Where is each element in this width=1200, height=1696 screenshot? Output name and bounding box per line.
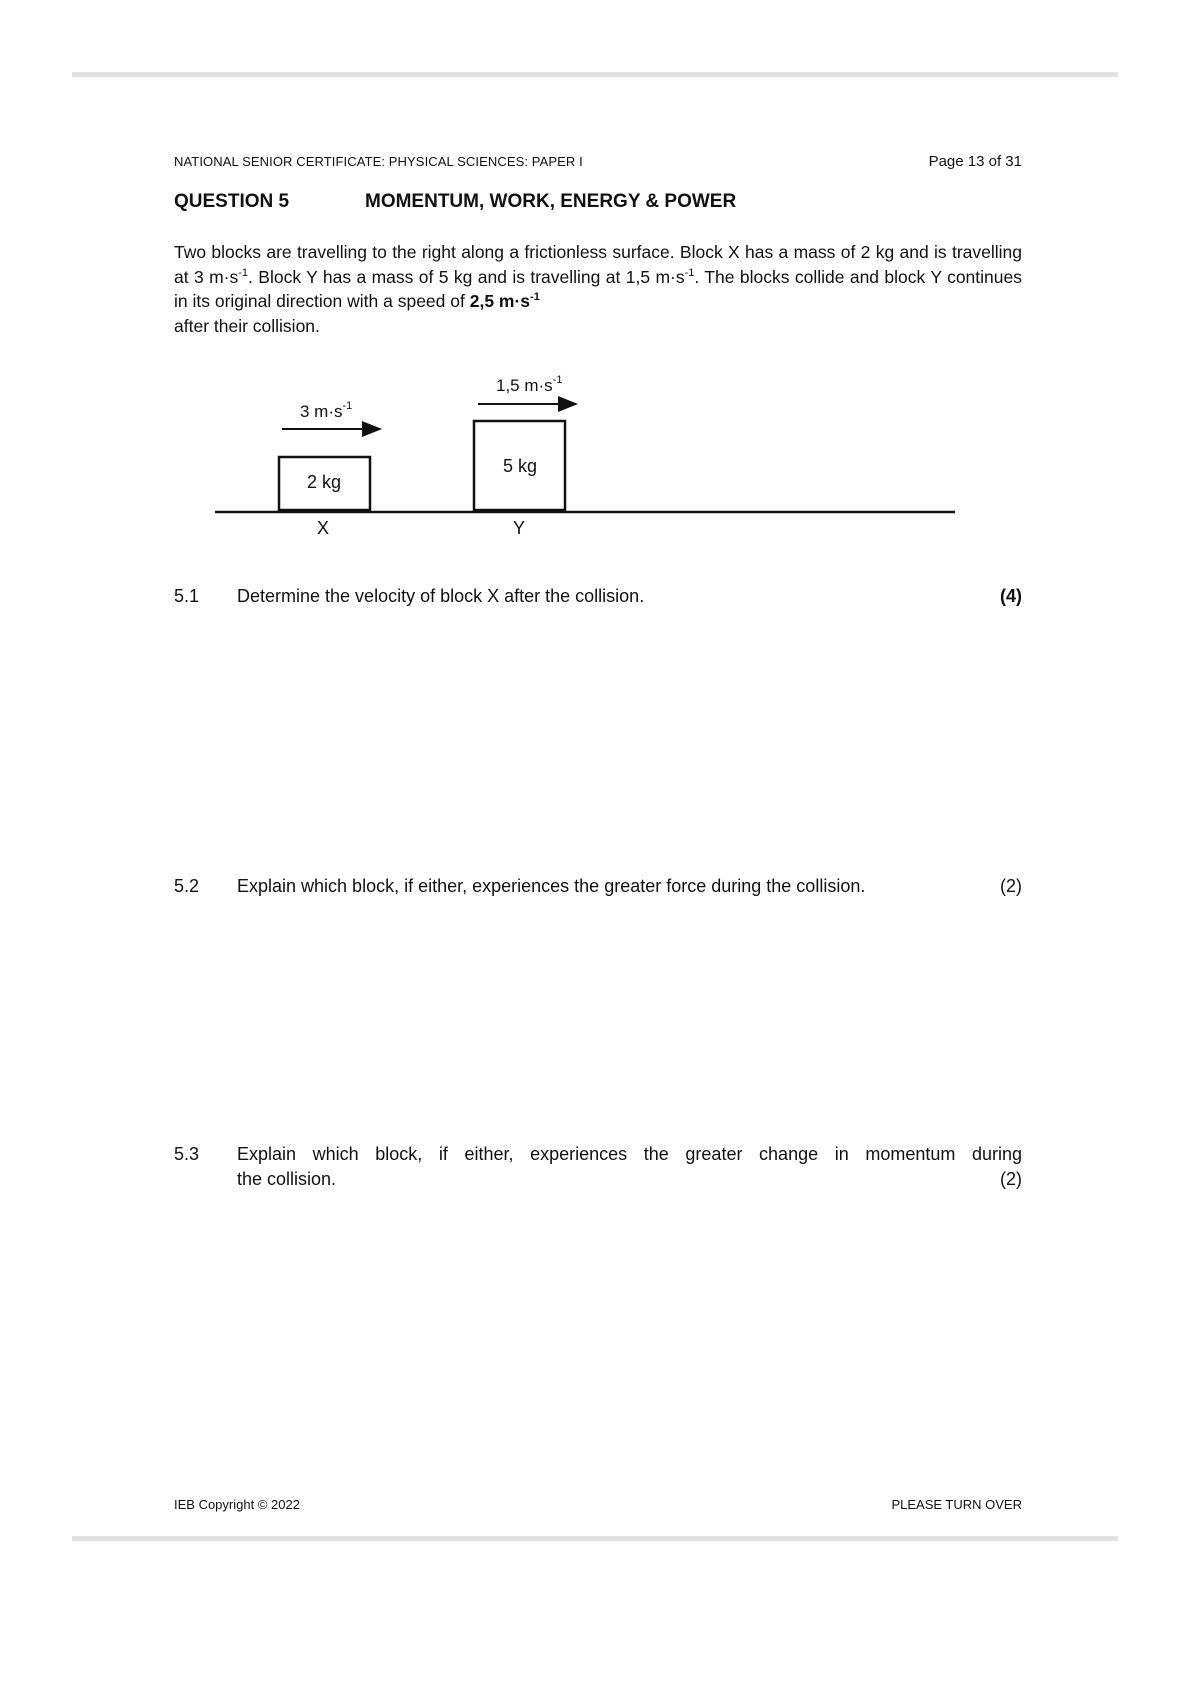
question-5-2-number: 5.2 <box>174 876 200 896</box>
turn-over-notice: PLEASE TURN OVER <box>891 1497 1022 1512</box>
page-bottom-divider <box>72 1536 1118 1541</box>
question-5-1-text: Determine the velocity of block X after the collision. <box>237 586 645 606</box>
question-5-1-number: 5.1 <box>174 586 200 606</box>
question-5-2 <box>174 874 1022 904</box>
exam-title: NATIONAL SENIOR CERTIFICATE: PHYSICAL SCIENCES: PAPER I <box>174 154 583 169</box>
question-5-2-marks: (2) <box>1000 876 1022 896</box>
intro-text-3: . The blocks collide and block Y continues in its original direction with a speed of <box>174 266 1022 311</box>
block-y-velocity-label: 1,5 $m\cdot s^{-1}$ <box>496 374 563 395</box>
question-5-1 <box>174 584 1022 614</box>
collision-diagram <box>0 0 1200 560</box>
question-5-3 <box>174 1142 1022 1202</box>
question-5-3-number: 5.3 <box>174 1144 200 1164</box>
block-y-label: Y <box>512 518 526 538</box>
intro-sup-1: -1 <box>238 266 249 279</box>
question-5-2-text: Explain which block, if either, experiences the greater force during the collision. <box>237 876 866 896</box>
question-number: QUESTION 5 <box>174 191 290 212</box>
intro-text-4: after their collision. <box>174 315 320 336</box>
block-x-label: X <box>316 518 330 538</box>
question-5-3-text-line2: the collision. <box>237 1168 337 1189</box>
block-y-mass: 5 kg <box>502 456 538 476</box>
block-x-mass: 2 kg <box>306 472 342 492</box>
question-5-3-marks: (2) <box>1000 1168 1022 1189</box>
question-5-1-marks: (4) <box>1000 586 1022 606</box>
final-speed-y: 2,5 $m\cdot s^{-1}$ <box>469 291 540 311</box>
copyright-notice: IEB Copyright © 2022 <box>174 1497 300 1512</box>
intro-sup-2: -1 <box>684 266 695 279</box>
intro-text-1: Two blocks are travelling to the right along a frictionless surface. Block X has a mass of 2 kg and is travelling at 3 m·s <box>174 242 1022 287</box>
question-topic: MOMENTUM, WORK, ENERGY & POWER <box>365 191 737 212</box>
block-x-velocity-label: 3 $m\cdot s^{-1}$ <box>300 400 353 421</box>
question-5-3-text-line1: Explain which block, if either, experiences the greater change in momentum during <box>237 1144 1022 1164</box>
page-number: Page 13 of 31 <box>928 153 1022 170</box>
intro-text-2: . Block Y has a mass of 5 kg and is travelling at 1,5 m·s <box>248 266 685 287</box>
